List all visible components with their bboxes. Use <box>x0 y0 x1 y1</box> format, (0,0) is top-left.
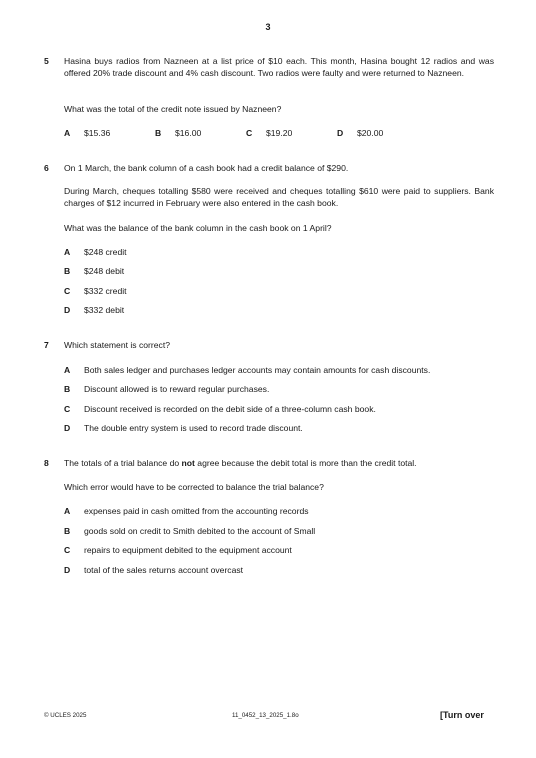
option-text: $332 credit <box>84 286 127 296</box>
question-number: 8 <box>44 458 49 468</box>
question-prompt: What was the total of the credit note issued by Nazneen? <box>64 104 282 114</box>
option-b <box>64 525 315 537</box>
option-letter: B <box>64 384 71 394</box>
option-b <box>64 265 124 277</box>
option-d <box>64 304 124 316</box>
option-letter: B <box>64 526 71 536</box>
option-text: $248 credit <box>84 247 127 257</box>
option-letter: D <box>64 305 71 315</box>
option-letter: B <box>155 128 162 138</box>
option-text: $332 debit <box>84 305 125 315</box>
option-text: Both sales ledger and purchases ledger accounts may contain amounts for cash discounts. <box>84 365 431 375</box>
question-text <box>64 457 494 469</box>
option-text: $20.00 <box>357 128 384 138</box>
turn-over: [Turn over <box>440 710 484 720</box>
option-d <box>64 564 243 576</box>
option-c <box>246 128 292 138</box>
option-text: Discount allowed is to reward regular purchases. <box>84 384 270 394</box>
option-b <box>64 383 269 395</box>
option-a <box>64 128 110 138</box>
question-prompt: What was the balance of the bank column in the cash book on 1 April? <box>64 223 332 233</box>
footer-code: 11_0452_13_2025_1.8o <box>232 712 299 719</box>
question-text-part: agree because the debit total is more than the credit total. <box>194 458 417 468</box>
option-d <box>64 422 303 434</box>
option-text: total of the sales returns account overcast <box>84 565 244 575</box>
question-text: On 1 March, the bank column of a cash book had a credit balance of $290. <box>64 163 349 173</box>
question-prompt: Which error would have to be corrected to balance the trial balance? <box>64 482 324 492</box>
option-text: repairs to equipment debited to the equipment account <box>84 545 292 555</box>
option-letter: C <box>64 404 71 414</box>
page-number: 3 <box>265 22 271 32</box>
emphasis-not: not <box>181 458 195 468</box>
option-a <box>64 364 430 376</box>
option-letter: D <box>64 565 71 575</box>
option-text: $16.00 <box>175 128 202 138</box>
option-text: goods sold on credit to Smith debited to the account of Small <box>84 526 316 536</box>
question-number: 5 <box>44 56 49 66</box>
question-number: 7 <box>44 340 49 350</box>
question-number: 6 <box>44 163 49 173</box>
question-text: Hasina buys radios from Nazneen at a list price of $10 each. This month, Hasina bought 12 radios and was offered 20% trade discount and 4% cash discount. Two radios were faulty and were returned to Nazneen. <box>64 56 494 79</box>
option-letter: A <box>64 247 71 257</box>
option-letter: D <box>64 423 71 433</box>
option-text: The double entry system is used to record trade discount. <box>84 423 303 433</box>
option-c <box>64 403 376 415</box>
question-text-part: The totals of a trial balance do <box>64 458 182 468</box>
option-text: Discount received is recorded on the debit side of a three-column cash book. <box>84 404 376 414</box>
option-text: $19.20 <box>266 128 293 138</box>
option-c <box>64 544 292 556</box>
option-a <box>64 505 309 517</box>
option-letter: D <box>337 128 344 138</box>
option-letter: B <box>64 266 71 276</box>
option-text: $15.36 <box>84 128 111 138</box>
option-b <box>155 128 201 138</box>
option-d <box>337 128 383 138</box>
option-text: expenses paid in cash omitted from the accounting records <box>84 506 309 516</box>
footer-copyright: © UCLES 2025 <box>44 712 87 719</box>
option-letter: C <box>64 286 71 296</box>
question-prompt: Which statement is correct? <box>64 340 171 350</box>
option-letter: C <box>246 128 253 138</box>
question-text: During March, cheques totalling $580 were received and cheques totalling $610 were paid to suppliers. Bank charges of $12 incurred in February were also entered in the cash book. <box>64 186 494 209</box>
option-c <box>64 285 127 297</box>
option-letter: C <box>64 545 71 555</box>
option-text: $248 debit <box>84 266 125 276</box>
option-letter: A <box>64 128 71 138</box>
option-letter: A <box>64 506 71 516</box>
option-a <box>64 246 127 258</box>
option-letter: A <box>64 365 71 375</box>
